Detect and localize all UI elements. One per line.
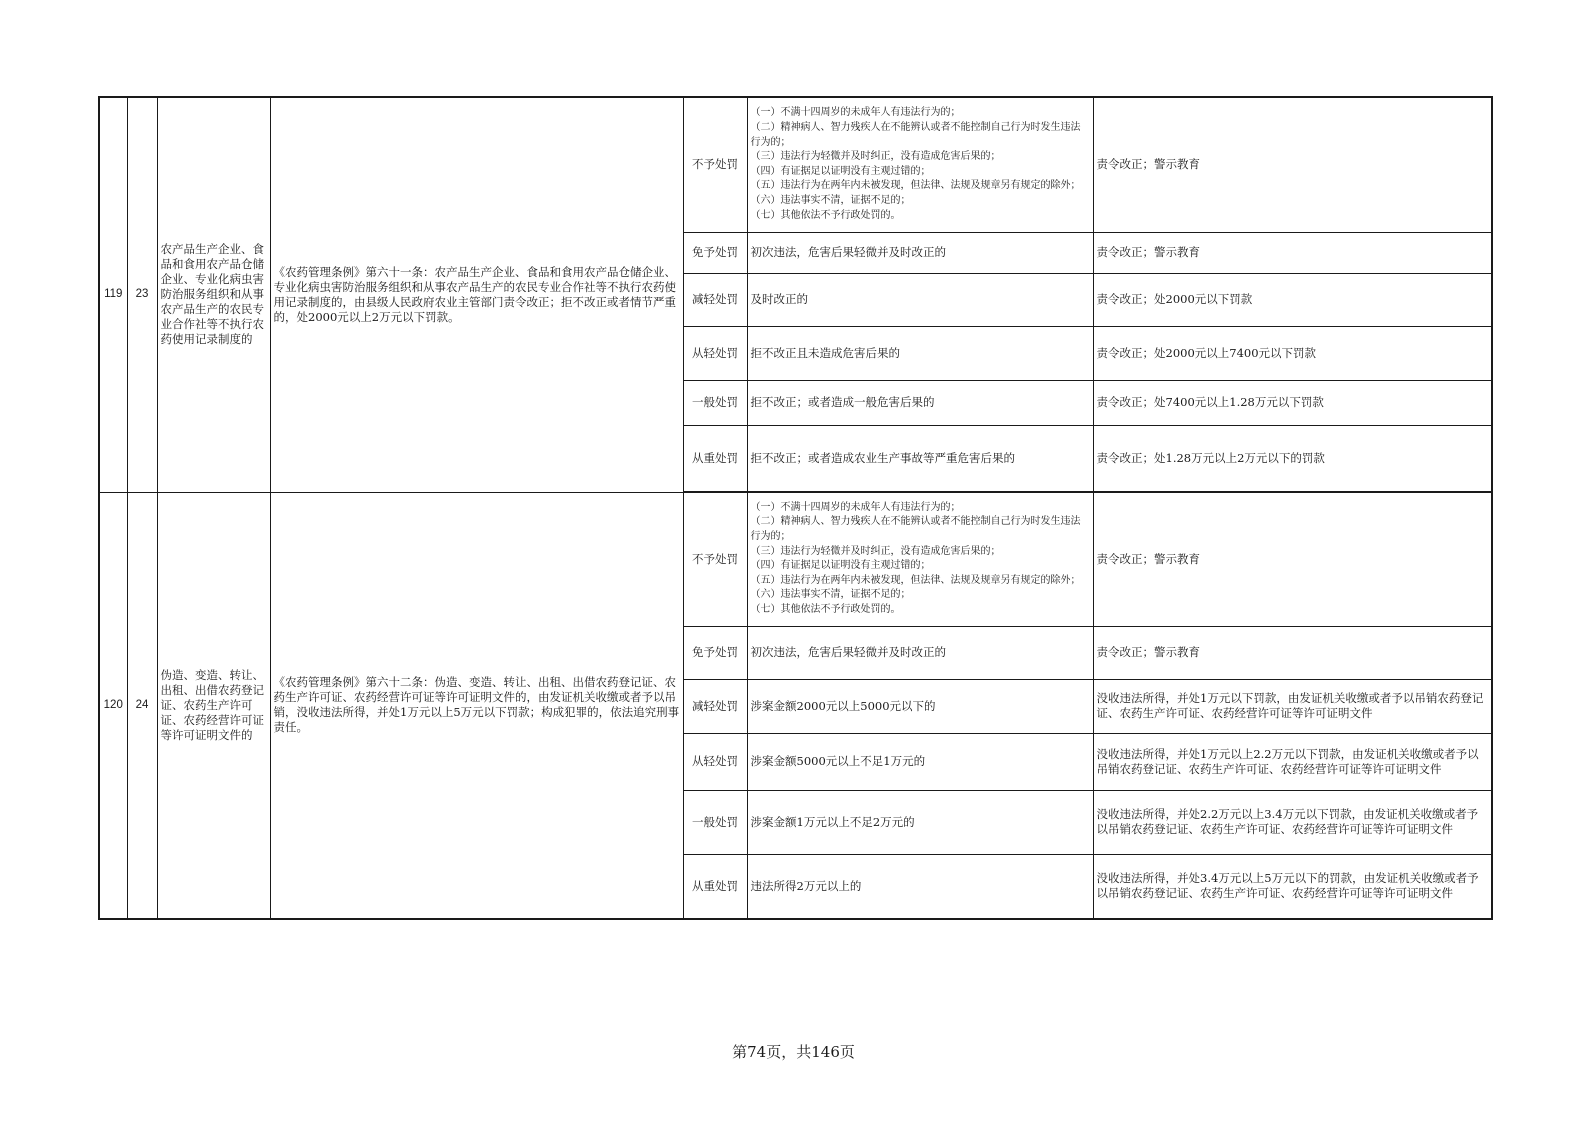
table-row [99,492,1492,626]
penalty-level: 不予处罚 [683,97,747,232]
legal-basis: 《农药管理条例》第六十二条：伪造、变造、转让、出租、出借农药登记证、农药生产许可证、农药经营许可证等许可证明文件的，由发证机关收缴或者予以吊销，没收违法所得，并处1万元以上5万元以下罚款；构成犯罪的，依法追究刑事责任。 [270,492,683,919]
penalty-level: 一般处罚 [683,790,747,854]
penalty-level: 减轻处罚 [683,273,747,326]
penalty-result: 责令改正；警示教育 [1093,232,1492,273]
penalty-conditions: 涉案金额2000元以上5000元以下的 [747,679,1093,733]
penalty-level: 免予处罚 [683,626,747,679]
condition-line: （七）其他依法不予行政处罚的。 [750,604,901,616]
page-number: 第74页，共146页 [732,1043,855,1061]
penalty-result: 责令改正；处1.28万元以上2万元以下的罚款 [1093,425,1492,492]
penalty-result: 没收违法所得，并处2.2万元以上3.4万元以下罚款，由发证机关收缴或者予以吊销农药登记证、农药生产许可证、农药经营许可证等许可证明文件 [1093,790,1492,854]
penalty-level: 不予处罚 [683,492,747,626]
penalty-result: 没收违法所得，并处1万元以上2.2万元以下罚款，由发证机关收缴或者予以吊销农药登记证、农药生产许可证、农药经营许可证等许可证明文件 [1093,733,1492,790]
penalty-conditions [747,492,1093,626]
penalty-result: 责令改正；警示教育 [1093,492,1492,626]
penalty-table [98,96,1493,920]
penalty-result: 责令改正；处2000元以上7400元以下罚款 [1093,326,1492,380]
condition-line: （一）不满十四周岁的未成年人有违法行为的； [750,501,961,513]
condition-line: （五）违法行为在两年内未被发现，但法律、法规及规章另有规定的除外； [750,180,1081,192]
item-index: 120 [99,492,127,919]
condition-line: （六）违法事实不清，证据不足的； [750,194,911,206]
penalty-conditions: 涉案金额1万元以上不足2万元的 [747,790,1093,854]
penalty-result: 没收违法所得，并处3.4万元以上5万元以下的罚款，由发证机关收缴或者予以吊销农药登记证、农药生产许可证、农药经营许可证等许可证明文件 [1093,854,1492,919]
penalty-result: 责令改正；处7400元以上1.28万元以下罚款 [1093,380,1492,425]
condition-line: （六）违法事实不清，证据不足的； [750,589,911,601]
penalty-result: 没收违法所得，并处1万元以下罚款，由发证机关收缴或者予以吊销农药登记证、农药生产许可证、农药经营许可证等许可证明文件 [1093,679,1492,733]
item-sub-index: 23 [127,97,157,492]
penalty-level: 从重处罚 [683,854,747,919]
item-index: 119 [99,97,127,492]
violation-matter: 伪造、变造、转让、出租、出借农药登记证、农药生产许可证、农药经营许可证等许可证明文件的 [157,492,270,919]
penalty-conditions: 拒不改正且未造成危害后果的 [747,326,1093,380]
penalty-conditions [747,97,1093,232]
table-row [99,97,1492,232]
condition-line: （一）不满十四周岁的未成年人有违法行为的； [750,107,961,119]
penalty-conditions: 拒不改正；或者造成农业生产事故等严重危害后果的 [747,425,1093,492]
condition-line: （七）其他依法不予行政处罚的。 [750,209,901,221]
violation-matter: 农产品生产企业、食品和食用农产品仓储企业、专业化病虫害防治服务组织和从事农产品生产的农民专业合作社等不执行农药使用记录制度的 [157,97,270,492]
penalty-result: 责令改正；警示教育 [1093,626,1492,679]
penalty-result: 责令改正；处2000元以下罚款 [1093,273,1492,326]
penalty-result: 责令改正；警示教育 [1093,97,1492,232]
penalty-level: 一般处罚 [683,380,747,425]
condition-line: （二）精神病人、智力残疾人在不能辨认或者不能控制自己行为时发生违法行为的； [750,516,1081,543]
condition-line: （五）违法行为在两年内未被发现，但法律、法规及规章另有规定的除外； [750,574,1081,586]
penalty-level: 免予处罚 [683,232,747,273]
penalty-level: 从重处罚 [683,425,747,492]
condition-line: （三）违法行为轻微并及时纠正，没有造成危害后果的； [750,151,1001,163]
penalty-level: 从轻处罚 [683,733,747,790]
penalty-conditions: 涉案金额5000元以上不足1万元的 [747,733,1093,790]
penalty-conditions: 及时改正的 [747,273,1093,326]
penalty-conditions: 违法所得2万元以上的 [747,854,1093,919]
legal-basis: 《农药管理条例》第六十一条：农产品生产企业、食品和食用农产品仓储企业、专业化病虫害防治服务组织和从事农产品生产的农民专业合作社等不执行农药使用记录制度的，由县级人民政府农业主管部门责令改正；拒不改正或者情节严重的，处2000元以上2万元以下罚款。 [270,97,683,492]
condition-line: （四）有证据足以证明没有主观过错的； [750,560,931,572]
penalty-conditions: 初次违法，危害后果轻微并及时改正的 [747,626,1093,679]
penalty-conditions: 拒不改正；或者造成一般危害后果的 [747,380,1093,425]
penalty-conditions: 初次违法，危害后果轻微并及时改正的 [747,232,1093,273]
condition-line: （二）精神病人、智力残疾人在不能辨认或者不能控制自己行为时发生违法行为的； [750,121,1081,148]
penalty-level: 从轻处罚 [683,326,747,380]
condition-line: （四）有证据足以证明没有主观过错的； [750,165,931,177]
condition-line: （三）违法行为轻微并及时纠正，没有造成危害后果的； [750,545,1001,557]
penalty-level: 减轻处罚 [683,679,747,733]
item-sub-index: 24 [127,492,157,919]
